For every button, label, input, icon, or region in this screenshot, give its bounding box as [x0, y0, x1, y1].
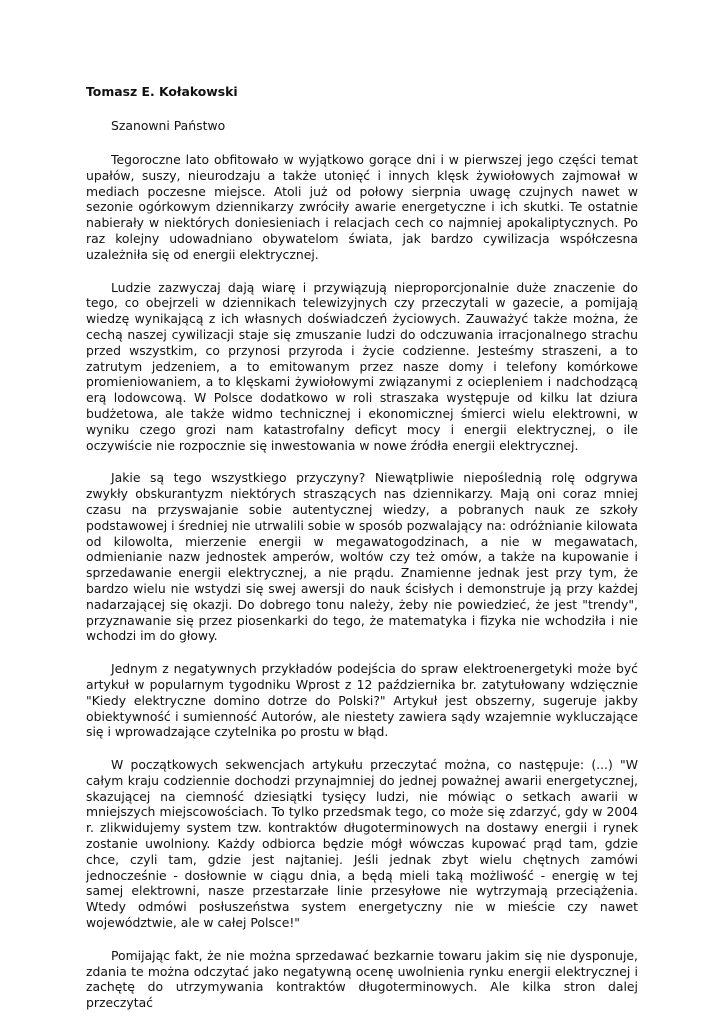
body-paragraph-1: Tegoroczne lato obfitowało w wyjątkowo gorące dni i w pierwszej jego części temat upałów, suszy, nieurodzaju a także utonięć i innych klęsk żywiołowych zajmował w mediach poczesne miejsce. Atoli już od połowy sierpnia uwagę czujnych nawet w sezonie ogórkowym dziennikarzy zwróciły awarie energetyczne i ich skutki. Te ostatnie nabierały w niektórych doniesieniach i relacjach cech co najmniej apokaliptycznych. Po raz kolejny udowadniano obywatelom świata, jak bardzo cywilizacja współczesna uzależniła się od energii elektrycznej. — [86, 152, 638, 262]
body-paragraph-3: Jakie są tego wszystkiego przyczyny? Niewątpliwie niepoślednią rolę odgrywa zwykły obskurantyzm niektórych straszących nas dziennikarzy. Mają oni coraz mniej czasu na przyswajanie sobie autentycznej wiedzy, a pobranych nauk ze szkoły podstawowej i średniej nie utrwalili sobie w sposób pozwalający na: odróżnianie kilowata od kilowolta, mierzenie energii w megawatogodzinach, a nie w megawatach, odmienianie nazw jednostek amperów, woltów czy też omów, a także na kupowanie i sprzedawanie energii elektrycznej, a nie prądu. Znamienne jednak jest przy tym, że bardzo wielu nie wstydzi się swej awersji do nauk ścisłych i demonstruje ją przy każdej nadarzającej się okazji. Do dobrego tonu należy, żeby nie powiedzieć, że jest "trendy", przyznawanie się przez piosenkarki do tego, że matematyka i fizyka nie wchodziła i nie wchodzi im do głowy. — [86, 470, 638, 644]
author-name: Tomasz E. Kołakowski — [86, 84, 238, 99]
body-paragraph-4: Jednym z negatywnych przykładów podejścia do spraw elektroenergetyki może być artykuł w popularnym tygodniku Wprost z 12 października br. zatytułowany wdzięcznie "Kiedy elektryczne domino dotrze do Polski?" Artykuł jest obszerny, sugeruje jakby obiektywność i sumienność Autorów, ale niestety zawiera sądy wzajemnie wykluczające się i wprowadzające czytelnika po prostu w błąd. — [86, 661, 638, 740]
greeting: Szanowni Państwo — [111, 118, 226, 133]
body-paragraph-2: Ludzie zazwyczaj dają wiarę i przywiązują nieproporcjonalnie duże znaczenie do tego, co obejrzeli w dziennikach telewizyjnych czy przeczytali w gazecie, a pomijają wiedzę wynikającą z ich własnych doświadczeń życiowych. Zauważyć także można, że cechą naszej cywilizacji staje się zmuszanie ludzi do odczuwania irracjonalnego strachu przed wszystkim, co przynosi przyroda i życie codzienne. Jesteśmy straszeni, a to zatrutym jedzeniem, a to emitowanym przez nasze domy i telefony komórkowe promieniowaniem, a to klęskami żywiołowymi związanymi z ociepleniem i nadchodzącą erą lodowcową. W Polsce dodatkowo w roli straszaka występuje od kilku lat dziura budżetowa, ale także widmo technicznej i ekonomicznej śmierci wielu elektrowni, w wyniku czego grozi nam katastrofalny deficyt mocy i energii elektrycznej, o ile oczywiście nie rozpocznie się inwestowania w nowe źródła energii elektrycznej. — [86, 279, 638, 453]
body-paragraph-6: Pomijając fakt, że nie można sprzedawać bezkarnie towaru jakim się nie dysponuje, zdania te można odczytać jako negatywną ocenę uwolnienia rynku energii elektrycznej i zachętę do utrzymywania kontraktów długoterminowych. Ale kilka stron dalej przeczytać — [86, 947, 638, 1011]
body-paragraph-5: W początkowych sekwencjach artykułu przeczytać można, co następuje: (...) "W całym kraju codziennie dochodzi przynajmniej do jednej poważnej awarii energetycznej, skazującej na ciemność dziesiątki tysięcy ludzi, nie mówiąc o setkach awarii w mniejszych miejscowościach. To tylko przedsmak tego, co może się zdarzyć, gdy w 2004 r. zlikwidujemy system tzw. kontraktów długoterminowych na dostawy energii i rynek zostanie uwolniony. Każdy odbiorca będzie mógł wówczas kupować prąd tam, gdzie chce, czyli tam, gdzie jest najtaniej. Jeśli jednak zbyt wielu chętnych zamówi jednocześnie - dosłownie w ciągu dnia, a będą mieli taką możliwość - energię w tej samej elektrowni, nasze przestarzałe linie przesyłowe nie wytrzymają przeciążenia. Wtedy odmówi posłuszeństwa system energetyczny nie w mieście czy nawet województwie, ale w całej Polsce!" — [86, 757, 638, 931]
